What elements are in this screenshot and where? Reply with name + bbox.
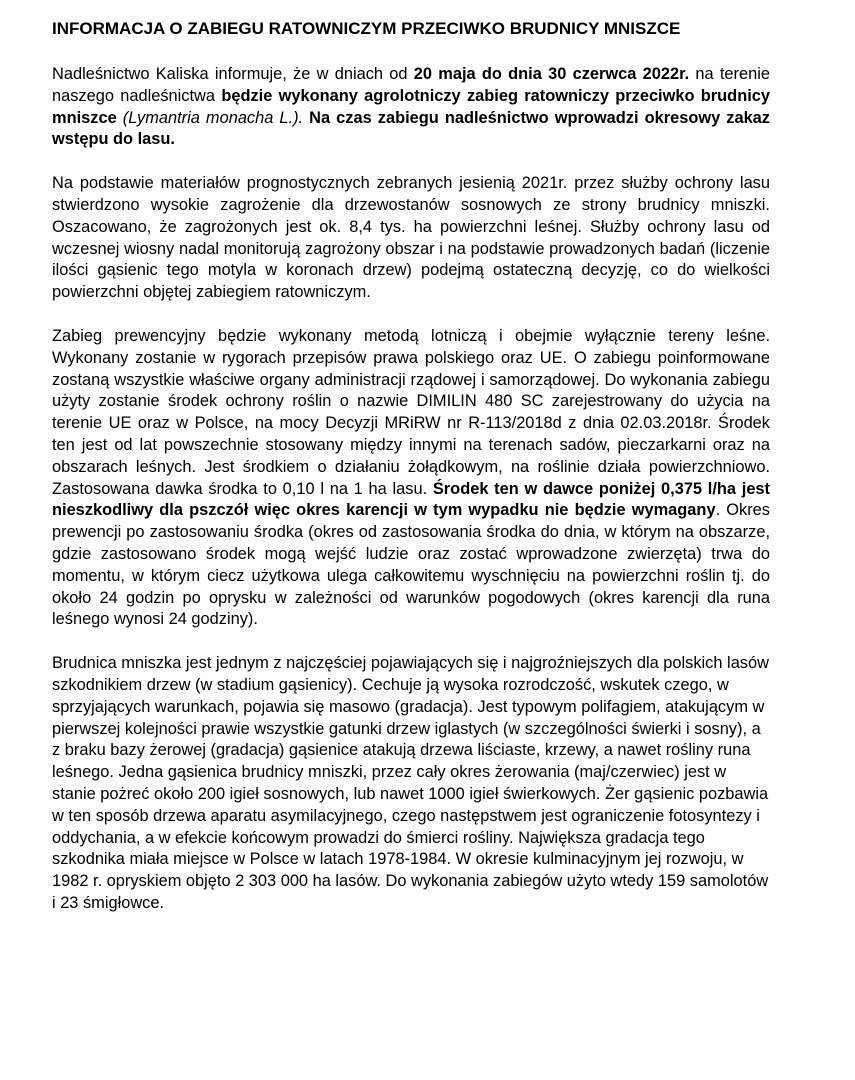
paragraph-forecast: Na podstawie materiałów prognostycznych zebranych jesienią 2021r. przez służby ochrony lasu stwierdzono wysokie zagrożenie dla drzewostanów sosnowych ze strony brudnicy mniszki. Oszacowano, że zagrożonych jest ok. 8,4 tys. ha powierzchni leśnej. Służby ochrony lasu od wczesnej wiosny nadal monitorują zagrożony obszar i na podstawie prowadzonych badań (liczenie ilości gąsienic tego motyla w koronach drzew) podejmą ostateczną decyzję, co do wielkości powierzchni objętej zabiegiem ratowniczym. — [52, 174, 770, 302]
announcement-text-1: Nadleśnictwo Kaliska informuje, że w dniach od — [52, 65, 414, 83]
treatment-bee-safety: Środek ten w dawce poniżej 0,375 l/ha jest nieszkodliwy dla pszczół więc okres karencji w tym wypadku nie będzie wymagany — [52, 479, 771, 520]
announcement-text-2: na terenie naszego nadleśnictwa — [52, 65, 770, 105]
announcement-latin-name: (Lymantria monacha L.). — [122, 108, 304, 127]
announcement-entry-ban: Na czas zabiegu nadleśnictwo wprowadzi okresowy zakaz wstępu do lasu. — [52, 108, 770, 149]
document-page — [52, 18, 770, 915]
announcement-dates: 20 maja do dnia 30 czerwca 2022r. — [413, 65, 690, 83]
announcement-treatment: będzie wykonany agrolotniczy zabieg ratowniczy przeciwko brudnicy mniszce — [52, 86, 770, 127]
treatment-text-1: Zabieg prewencyjny będzie wykonany metodą lotniczą i obejmie wyłącznie tereny leśne. Wykonany zostanie w rygorach przepisów prawa polskiego oraz UE. O zabiegu poinformowane zostaną wszystkie właściwe organy administracji rządowej i samorządowej. Do wykonania zabiegu użyty zostanie środek ochrony roślin o nazwie DIMILIN 480 SC zarejestrowany do użycia na terenie UE oraz w Polsce, na mocy Decyzji MRiRW nr R-113/2018d z dnia 02.03.2018r. Środek ten jest od lat powszechnie stosowany między innymi na terenach sadów, pieczarkarni oraz na obszarach leśnych. Jest środkiem o działaniu żołądkowym, na roślinie działa powierzchniowo. Zastosowana dawka środka to 0,10 l na 1 ha lasu. — [52, 326, 770, 498]
paragraph-treatment-details — [52, 326, 770, 631]
paragraph-announcement — [52, 64, 770, 151]
document-title: INFORMACJA O ZABIEGU RATOWNICZYM PRZECIWKO BRUDNICY MNISZCE — [52, 19, 681, 38]
paragraph-pest-description: Brudnica mniszka jest jednym z najczęściej pojawiających się i najgroźniejszych dla polskich lasów szkodnikiem drzew (w stadium gąsienicy). Cechuje ją wysoka rozrodczość, wskutek czego, w sprzyjających warunkach, pojawia się masowo (gradacja). Jest typowym polifagiem, atakującym w pierwszej kolejności prawie wszystkie gatunki drzew iglastych (w szczególności świerki i sosny), a z braku bazy żerowej (gradacja) gąsienice atakują drzewa liściaste, krzewy, a nawet rośliny runa leśnego. Jedna gąsienica brudnicy mniszki, przez cały okres żerowania (maj/czerwiec) jest w stanie pożreć około 200 igieł sosnowych, lub nawet 1000 igieł świerkowych. Żer gąsienic pozbawia w ten sposób drzewa aparatu asymilacyjnego, czego następstwem jest ograniczenie fotosyntezy i oddychania, a w efekcie końcowym prowadzi do śmierci rośliny. Największa gradacja tego szkodnika miała miejsce w Polsce w latach 1978-1984. W okresie kulminacyjnym jej rozwoju, w 1982 r. opryskiem objęto 2 303 000 ha lasów. Do wykonania zabiegów użyto wtedy 159 samolotów i 23 śmigłowce. — [52, 654, 769, 912]
treatment-text-2: . Okres prewencji po zastosowaniu środka (okres od zastosowania środka do dnia, w którym na obszarze, gdzie zastosowano środek mogą wejść ludzie oraz zostać wprowadzone zwierzęta) trwa do momentu, w którym ciecz użytkowa ulega całkowitemu wyschnięciu na powierzchni roślin tj. do około 24 godzin po oprysku w zależności od warunków pogodowych (okres karencji dla runa leśnego wynosi 24 godziny). — [52, 501, 770, 629]
